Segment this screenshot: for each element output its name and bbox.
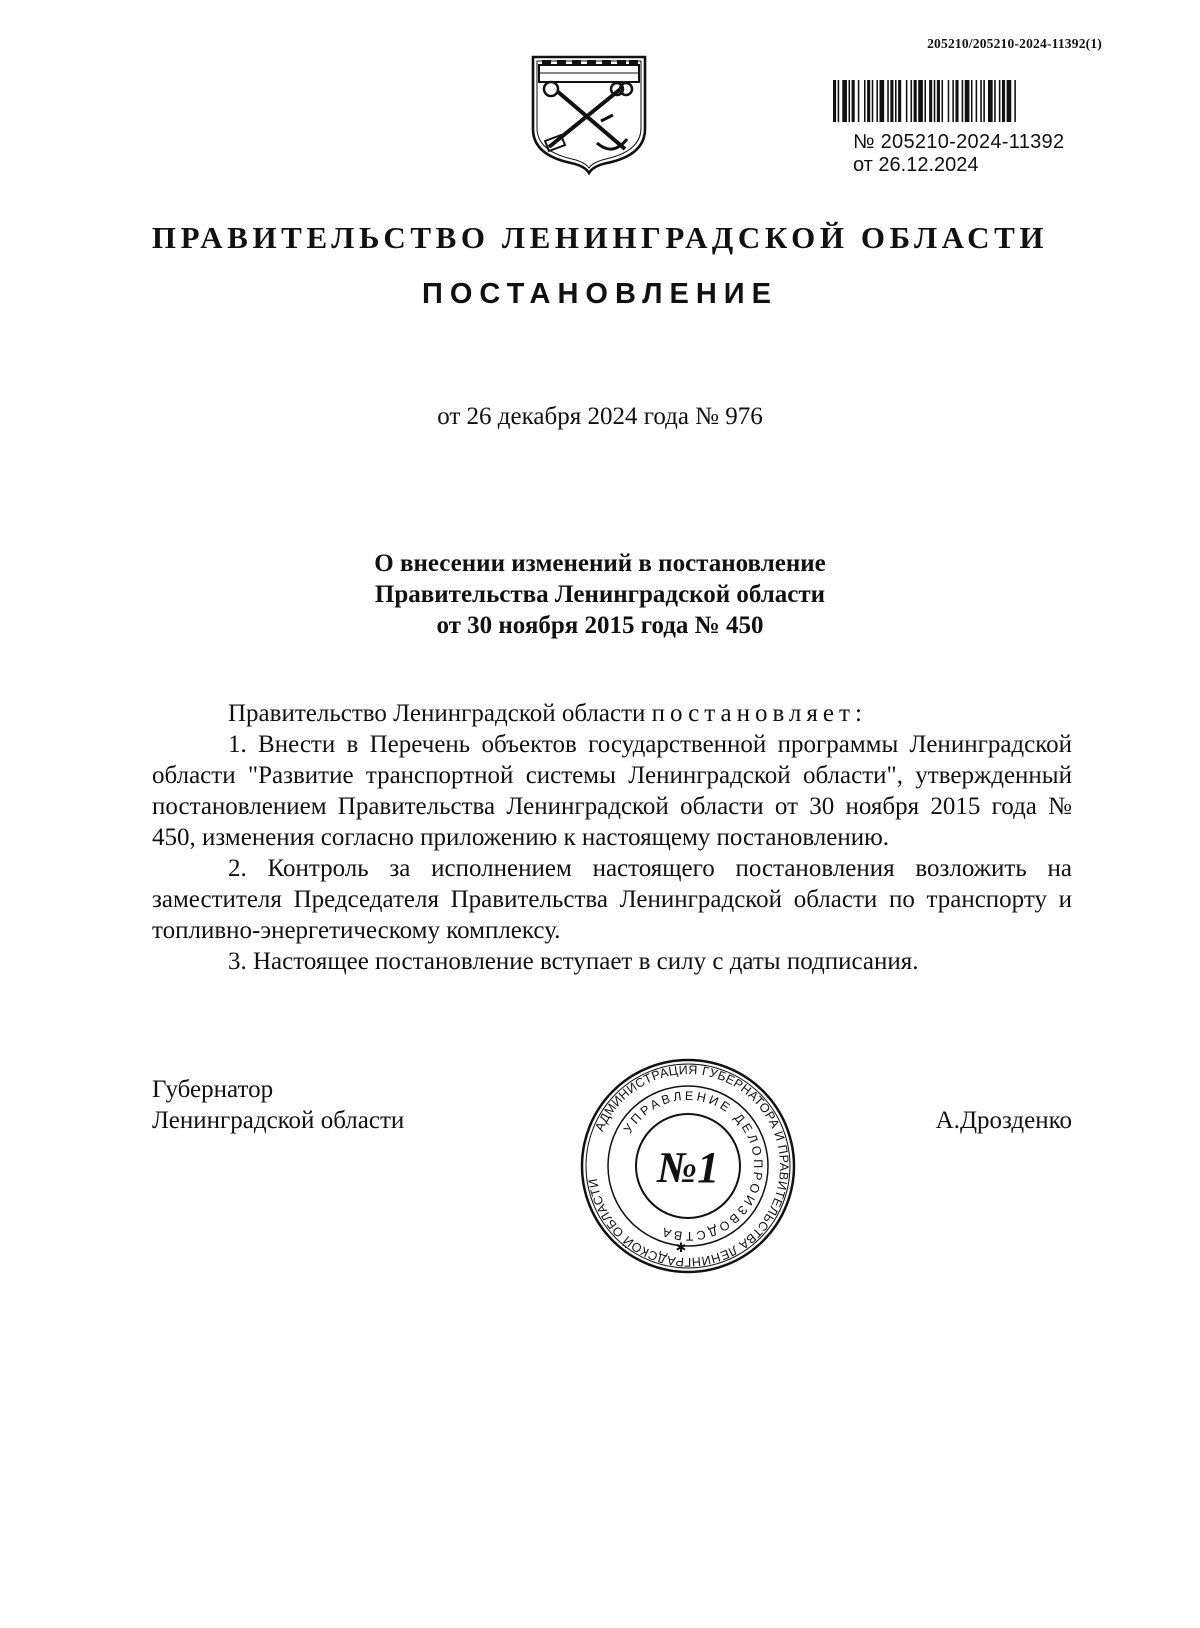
barcode-bar	[952, 80, 954, 122]
barcode-bar	[858, 80, 860, 122]
coat-of-arms-emblem	[527, 51, 651, 175]
subject-line: от 30 ноября 2015 года № 450	[436, 612, 764, 639]
barcode-bar	[852, 80, 855, 122]
barcode-bar	[887, 80, 889, 122]
barcode-bar	[929, 80, 932, 122]
stamp-star-icon: ✱	[675, 1241, 687, 1256]
barcode-bar	[971, 80, 973, 122]
official-seal-stamp	[578, 1056, 798, 1276]
barcode-bar	[914, 80, 917, 122]
barcode-bar	[924, 80, 926, 122]
barcode-bar	[876, 80, 878, 122]
paragraph-2: 2. Контроль за исполнением настоящего постановления возложить на заместителя Председателя Правительства Ленинградской области по транспорту и топливно-энергетическому комплексу.	[152, 855, 1072, 944]
barcode	[833, 80, 1091, 122]
barcode-bar	[1007, 80, 1012, 122]
barcode-bar	[1014, 80, 1016, 122]
barcode-bar	[833, 80, 836, 122]
registration-date: от 26.12.2024	[853, 154, 979, 176]
document-body	[152, 698, 1072, 977]
barcode-bar	[999, 80, 1001, 122]
preamble-colon: :	[854, 700, 862, 727]
barcode-bar	[842, 80, 847, 122]
barcode-bar	[898, 80, 901, 122]
barcode-bar	[962, 80, 964, 122]
preamble	[152, 698, 1072, 729]
paragraph-3: 3. Настоящее постановление вступает в силу с даты подписания.	[228, 948, 919, 975]
paragraph-1: 1. Внести в Перечень объектов государственной программы Ленинградской области "Развитие транспортной системы Ленинградской области", утвержденный постановлением Правительства Ленинградской области от 30 ноября 2015 года № 450, изменения согласно приложению к настоящему постановлению.	[152, 731, 1072, 851]
stamp-center-number: №1	[656, 1143, 720, 1192]
barcode-bar	[955, 80, 958, 122]
position-line: Ленинградской области	[152, 1107, 405, 1134]
barcode-bar	[880, 80, 885, 122]
document-type-title: ПОСТАНОВЛЕНИЕ	[422, 278, 778, 310]
barcode-bar	[937, 80, 940, 122]
signatory-name: А.Дрозденко	[935, 1107, 1072, 1134]
barcode-bar	[911, 80, 913, 122]
barcode-bar	[906, 80, 908, 122]
subject-line: О внесении изменений в постановление	[374, 550, 826, 577]
barcode-bar	[838, 80, 840, 122]
barcode-bar	[918, 80, 923, 122]
preamble-verb: постановляет	[651, 700, 855, 727]
barcode-bar	[872, 80, 874, 122]
barcode-bar	[864, 80, 866, 122]
preamble-text: Правительство Ленинградской области	[228, 700, 652, 727]
barcode-bar	[895, 80, 897, 122]
barcode-bar	[980, 80, 982, 122]
subject-line: Правительства Ленинградской области	[374, 581, 826, 608]
registration-number: № 205210-2024-11392	[853, 131, 1065, 153]
barcode-bar	[934, 80, 936, 122]
barcode-bar	[965, 80, 970, 122]
registry-code: 205210/205210-2024-11392(1)	[927, 36, 1102, 51]
barcode-bar	[988, 80, 993, 122]
position-line: Губернатор	[152, 1076, 274, 1103]
document-date-number: от 26 декабря 2024 года № 976	[437, 403, 763, 430]
barcode-bar	[948, 80, 950, 122]
barcode-bar	[983, 80, 985, 122]
barcode-bar	[976, 80, 978, 122]
document-subject	[0, 548, 1200, 641]
signatory-position	[152, 1074, 404, 1136]
barcode-bar	[890, 80, 893, 122]
barcode-bar	[942, 80, 944, 122]
stamp-inner-text: УПРАВЛЕНИЕ ДЕЛОПРОИЗВОДСТВА	[620, 1088, 766, 1244]
barcode-bar	[867, 80, 870, 122]
government-title: ПРАВИТЕЛЬСТВО ЛЕНИНГРАДСКОЙ ОБЛАСТИ	[151, 220, 1049, 255]
barcode-bar	[994, 80, 996, 122]
barcode-bar	[849, 80, 851, 122]
stamp-outer-text: АДМИНИСТРАЦИЯ ГУБЕРНАТОРА И ПРАВИТЕЛЬСТВА ЛЕНИНГРАДСКОЙ ОБЛАСТИ	[585, 1062, 792, 1270]
barcode-bar	[1002, 80, 1005, 122]
